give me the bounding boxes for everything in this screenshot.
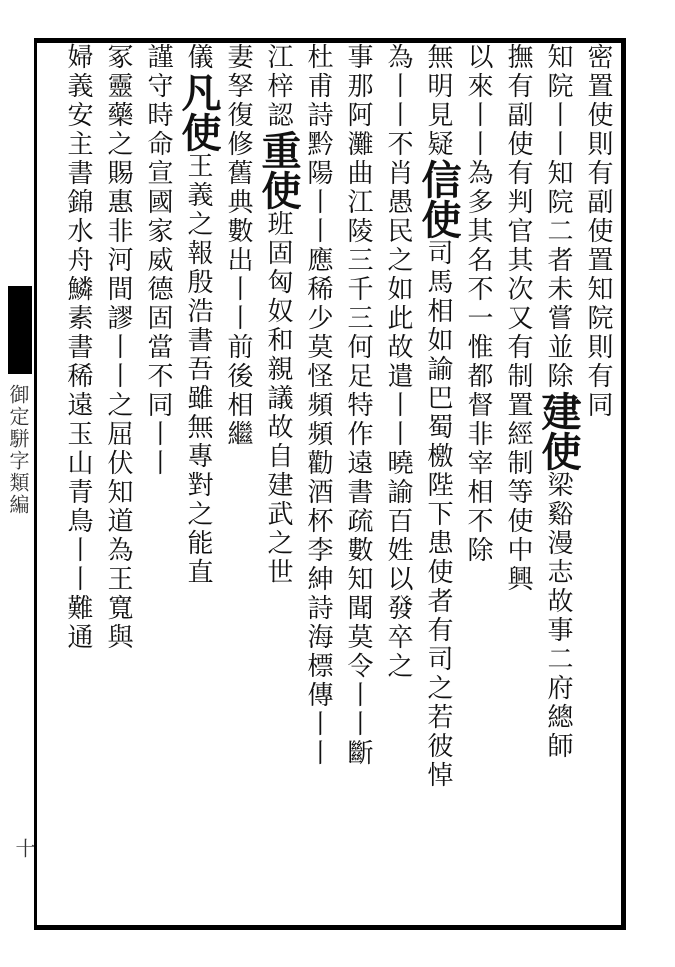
text-column-6: 為丨丨不肖愚民之如此故遣丨丨曉諭百姓以發卒之 xyxy=(383,43,413,681)
text-column-3: 撫有副使有判官其次又有制置經制等使中興 xyxy=(503,43,533,594)
text-column-8: 杜甫詩黔陽丨丨應稀少莫怪頻頻勸酒杯李紳詩海標傳丨丨 xyxy=(303,43,333,768)
page-number: 十 xyxy=(12,838,36,858)
heading-xinshi: 信使 xyxy=(415,159,462,239)
spine-block xyxy=(8,286,32,374)
text-column-12: 謹守時命宣國家威德固當不同丨丨 xyxy=(143,43,173,478)
book-spine xyxy=(0,38,34,930)
text-column-10: 妻孥復修舊典數出丨丨前後相繼 xyxy=(223,43,253,449)
text-column-11: 儀凡使王義之報殷浩書吾雖無專對之能直 xyxy=(175,43,222,587)
text-column-7: 事那阿灘曲江陵三千三何足特作遠書疏數知聞莫令丨丨斷 xyxy=(343,43,373,768)
text-column-1: 密置使則有副使置知院則有同 xyxy=(583,43,613,420)
heading-jianshi: 建使 xyxy=(535,391,582,471)
text-body xyxy=(50,43,621,925)
text-column-14: 婦義安主書錦水舟鱗素書稀遠玉山青鳥丨丨難通 xyxy=(63,43,93,652)
heading-fanshi: 凡使 xyxy=(175,72,222,152)
text-column-9: 江梓認重使班固匈奴和親議故自建武之世 xyxy=(255,43,302,587)
text-column-4: 以來丨丨為多其名不一惟都督非宰相不除 xyxy=(463,43,493,565)
text-column-13: 冢靈藥之賜惠非河間謬丨丨之屈伏知道為王寬與 xyxy=(103,43,133,652)
text-column-5: 無明見疑信使司馬相如諭巴蜀檄陛下患使者有司之若彼悼 xyxy=(415,43,462,790)
spine-title: 御定駢字類編 xyxy=(6,384,30,516)
text-column-2: 知院丨丨知院二者未嘗並除建使梁谿漫志故事二府總師 xyxy=(535,43,582,761)
heading-zhongshi: 重使 xyxy=(255,130,302,210)
